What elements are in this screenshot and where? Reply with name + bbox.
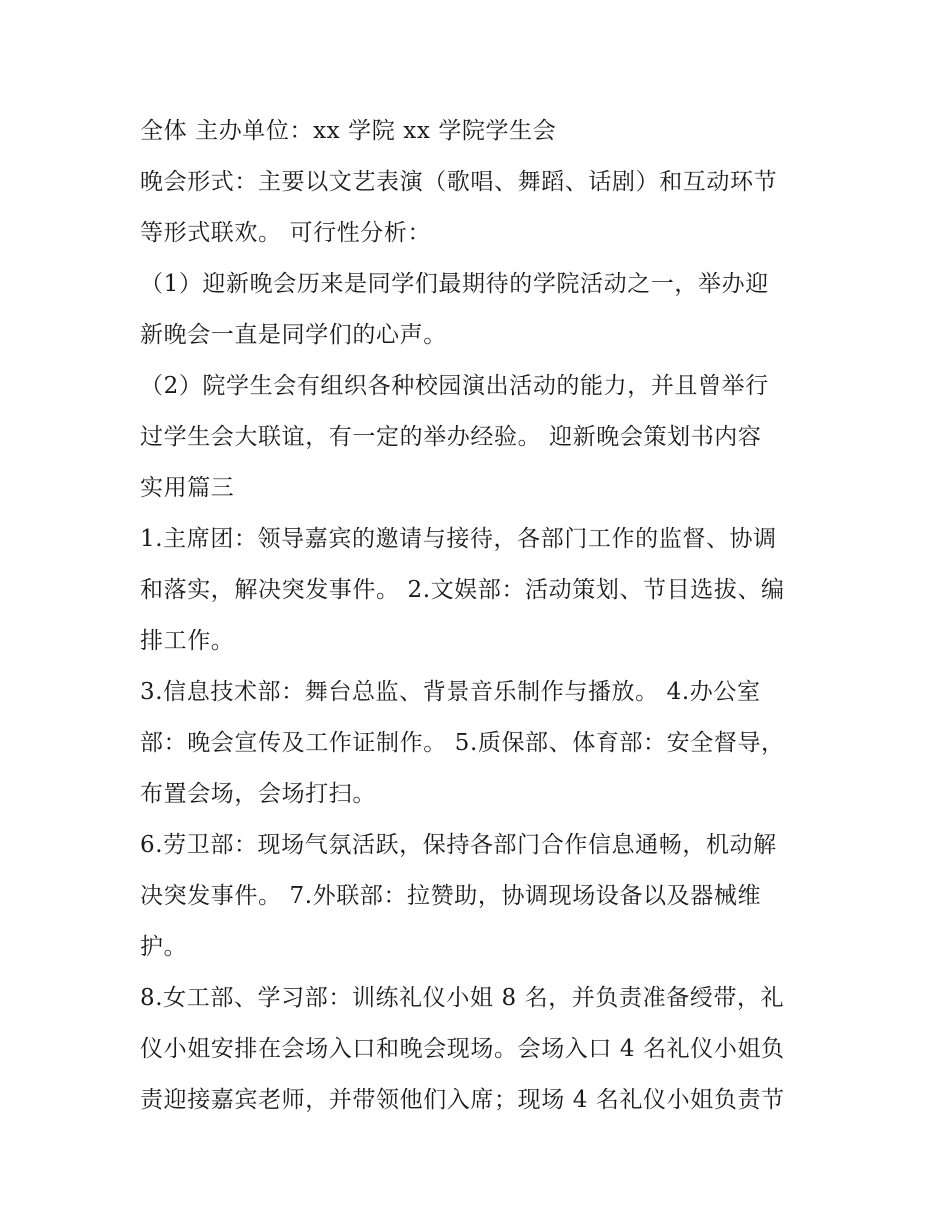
text-line: 决突发事件。 7.外联部：拉赞助，协调现场设备以及器械维 xyxy=(140,883,762,909)
text-line: 新晚会一直是同学们的心声。 xyxy=(140,322,447,348)
document-body xyxy=(140,106,820,1126)
text-line: 部：晚会宣传及工作证制作。 5.质保部、体育部：安全督导， xyxy=(140,730,785,756)
text-line: 8.女工部、学习部：训练礼仪小姐 8 名，并负责准备绶带，礼 xyxy=(140,985,785,1011)
text-line: 仪小姐安排在会场入口和晚会现场。会场入口 4 名礼仪小姐负 xyxy=(140,1036,785,1062)
text-line: 1.主席团：领导嘉宾的邀请与接待，各部门工作的监督、协调 xyxy=(140,526,777,552)
text-line: 实用篇三 xyxy=(140,475,235,501)
text-line: 等形式联欢。 可行性分析： xyxy=(140,220,432,246)
text-line: （2）院学生会有组织各种校园演出活动的能力，并且曾举行 xyxy=(140,373,769,399)
text-line: 和落实，解决突发事件。 2.文娱部：活动策划、节目选拔、编 xyxy=(140,577,785,603)
text-line: 全体 主办单位：xx 学院 xx 学院学生会 xyxy=(140,118,557,144)
text-line: 6.劳卫部：现场气氛活跃，保持各部门合作信息通畅，机动解 xyxy=(140,832,777,858)
text-line: 布置会场，会场打扫。 xyxy=(140,781,376,807)
text-line: 晚会形式：主要以文艺表演（歌唱、舞蹈、话剧）和互动环节 xyxy=(140,169,778,195)
text-line: 排工作。 xyxy=(140,628,235,654)
text-line: 责迎接嘉宾老师，并带领他们入席；现场 4 名礼仪小姐负责节 xyxy=(140,1087,785,1113)
text-line: 3.信息技术部：舞台总监、背景音乐制作与播放。 4.办公室 xyxy=(140,679,761,705)
text-line: （1）迎新晚会历来是同学们最期待的学院活动之一，举办迎 xyxy=(140,271,769,297)
text-line: 过学生会大联谊，有一定的举办经验。 迎新晚会策划书内容 xyxy=(140,424,762,450)
text-line: 护。 xyxy=(140,934,188,960)
